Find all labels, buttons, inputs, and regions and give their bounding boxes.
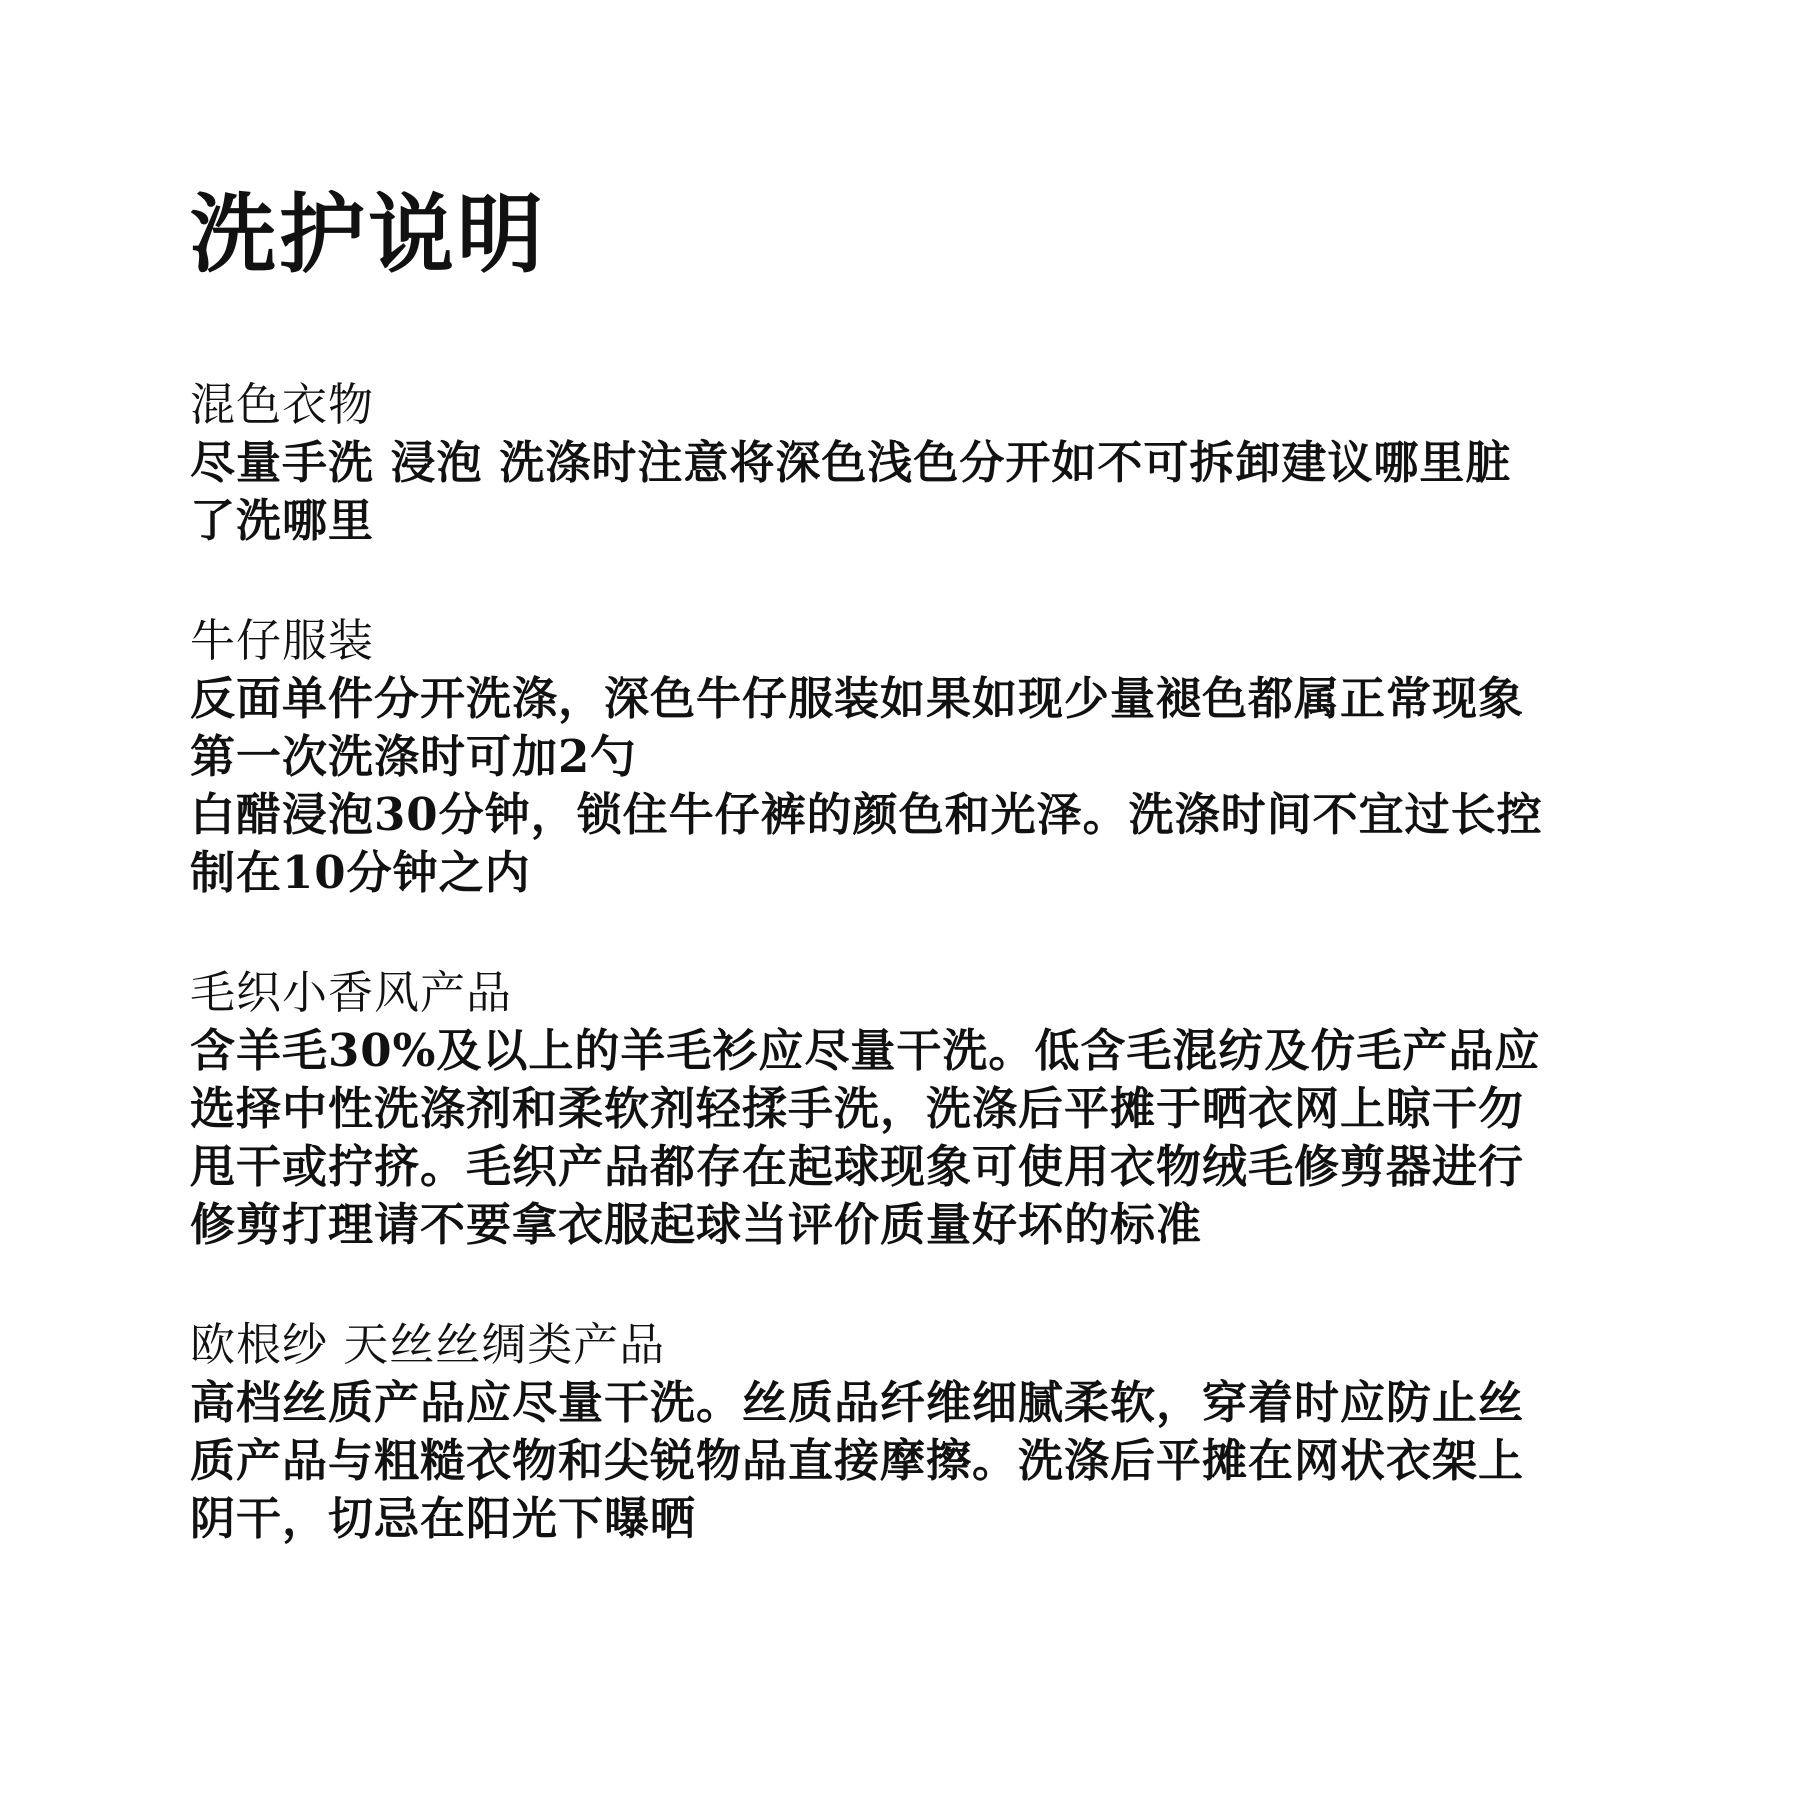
page-title: 洗护说明 [190,184,546,285]
section-denim-clothing [190,612,1630,902]
section-text-line: 选择中性洗涤剂和柔软剂轻揉手洗，洗涤后平摊于晒衣网上晾干勿 [190,1082,1525,1135]
section-text-line: 白醋浸泡30分钟，锁住牛仔裤的颜色和光泽。洗涤时间不宜过长控 [190,788,1543,841]
section-text-line: 高档丝质产品应尽量干洗。丝质品纤维细腻柔软，穿着时应防止丝 [190,1376,1525,1429]
section-text-line: 尽量手洗 浸泡 洗涤时注意将深色浅色分开如不可拆卸建议哪里脏 [190,436,1512,489]
section-text-line: 修剪打理请不要拿衣服起球当评价质量好坏的标准 [190,1198,1203,1251]
section-text-line: 制在10分钟之内 [190,846,531,899]
section-text-line: 含羊毛30%及以上的羊毛衫应尽量干洗。低含毛混纺及仿毛产品应 [190,1024,1541,1077]
section-text-line: 了洗哪里 [190,494,375,547]
section-text-line: 反面单件分开洗涤，深色牛仔服装如果如现少量褪色都属正常现象 [190,672,1525,725]
section-wool-tweed-products [190,964,1630,1254]
section-mixed-color-clothes [190,376,1630,550]
section-text-line: 质产品与粗糙衣物和尖锐物品直接摩擦。洗涤后平摊在网状衣架上 [190,1434,1525,1487]
section-organza-tencel-silk-products [190,1316,1630,1548]
section-text-line: 阴干，切忌在阳光下曝晒 [190,1492,697,1545]
section-heading: 牛仔服装 [190,614,375,667]
section-heading: 欧根纱 天丝丝绸类产品 [190,1318,666,1371]
section-heading: 毛织小香风产品 [190,966,513,1019]
section-text-line: 第一次洗涤时可加2勺 [190,730,637,783]
instructions-content [190,376,1630,1610]
section-text-line: 甩干或拧挤。毛织产品都存在起球现象可使用衣物绒毛修剪器进行 [190,1140,1525,1193]
section-heading: 混色衣物 [190,378,375,431]
